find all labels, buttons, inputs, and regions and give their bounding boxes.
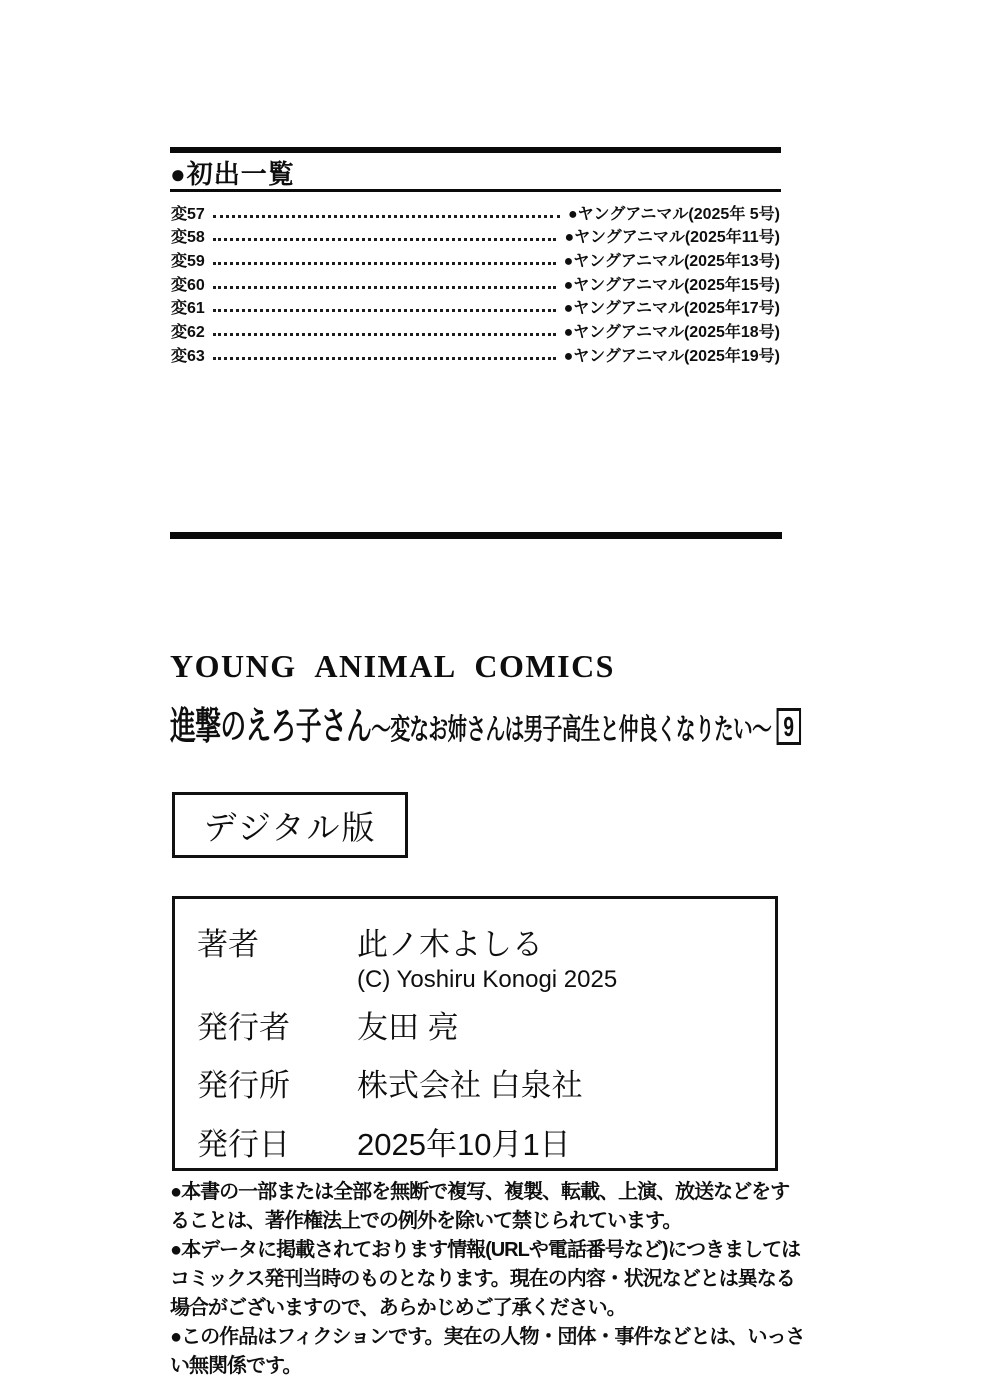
dot-leader [213,238,557,241]
notice-fiction-disclaimer: ●この作品はフィクションです。実在の人物・団体・事件などとは、いっさい無関係です。 [170,1326,805,1377]
source-label: ●ヤングアニマル(2025年17号) [563,300,780,318]
chapter-label: 変57 [171,205,205,223]
top-rule [170,147,781,153]
author-label: 著者 [197,927,259,962]
list-item [171,224,780,248]
notice-copyright: ●本書の一部または全部を無断で複写、複製、転載、上演、放送などをすることは、著作権法上での例外を除いて禁じられています。 [170,1181,790,1232]
publishing-house-value: 株式会社 白泉社 [357,1068,583,1104]
list-item [171,342,780,366]
dot-leader [213,357,556,360]
chapter-label: 変58 [171,229,205,247]
first-publication-list [171,200,780,366]
publisher-person-value: 友田 亮 [357,1010,459,1046]
dot-leader [213,309,556,312]
notice-data-accuracy: ●本データに掲載されております情報(URLや電話番号など)につきましてはコミックス発刊当時のものとなります。現在の内容・状況などとは異なる場合がございますので、あらかじめご了承ください。 [170,1239,801,1319]
list-item [171,318,780,342]
publisher-person-label: 発行者 [197,1010,290,1046]
publication-date-value: 2025年10月1日 [357,1126,571,1162]
row-spacer [197,1105,775,1126]
colophon-box [172,896,778,1171]
book-title-row [170,706,801,749]
book-subtitle: ～変なお姉さんは男子高生と仲良くなりたい～ [371,714,772,747]
list-item [171,247,780,271]
heading-underline [170,189,781,192]
author-value: 此ノ木よしる [357,927,543,962]
list-item [171,295,780,319]
row-spacer [197,1046,775,1067]
legal-notices [170,1178,806,1381]
chapter-label: 変62 [171,324,205,342]
chapter-label: 変60 [171,276,205,294]
dot-leader [213,262,556,265]
colophon-row-publisher-person [197,1009,775,1046]
source-label: ●ヤングアニマル(2025年19号) [563,347,780,365]
publication-date-label: 発行日 [197,1126,290,1162]
dot-leader [213,333,556,336]
chapter-label: 変63 [171,347,205,365]
digital-edition-label: デジタル版 [203,808,377,846]
source-label: ●ヤングアニマル(2025年11号) [564,229,780,247]
copyright-note: (C) Yoshiru Konogi 2025 [357,966,618,994]
source-label: ●ヤングアニマル(2025年18号) [563,324,780,342]
colophon-row-publication-date [197,1126,775,1163]
dot-leader [213,215,560,218]
section-divider-rule [170,532,782,539]
chapter-label: 変61 [171,300,205,318]
first-publication-heading: ●初出一覧 [170,159,295,189]
list-item [171,271,780,295]
source-label: ●ヤングアニマル(2025年13号) [563,253,780,271]
book-title: 進撃のえろ子さん [170,706,372,749]
colophon-row-author [197,926,775,963]
colophon-row-publishing-house [197,1067,775,1104]
digital-edition-badge [172,792,408,858]
volume-number-badge: 9 [777,708,801,745]
source-label: ●ヤングアニマル(2025年 5号) [568,205,780,223]
publishing-house-label: 発行所 [197,1068,290,1104]
source-label: ●ヤングアニマル(2025年15号) [563,276,780,294]
list-item [171,200,780,224]
series-label: YOUNG ANIMAL COMICS [170,648,615,684]
chapter-label: 変59 [171,253,205,271]
dot-leader [213,286,556,289]
